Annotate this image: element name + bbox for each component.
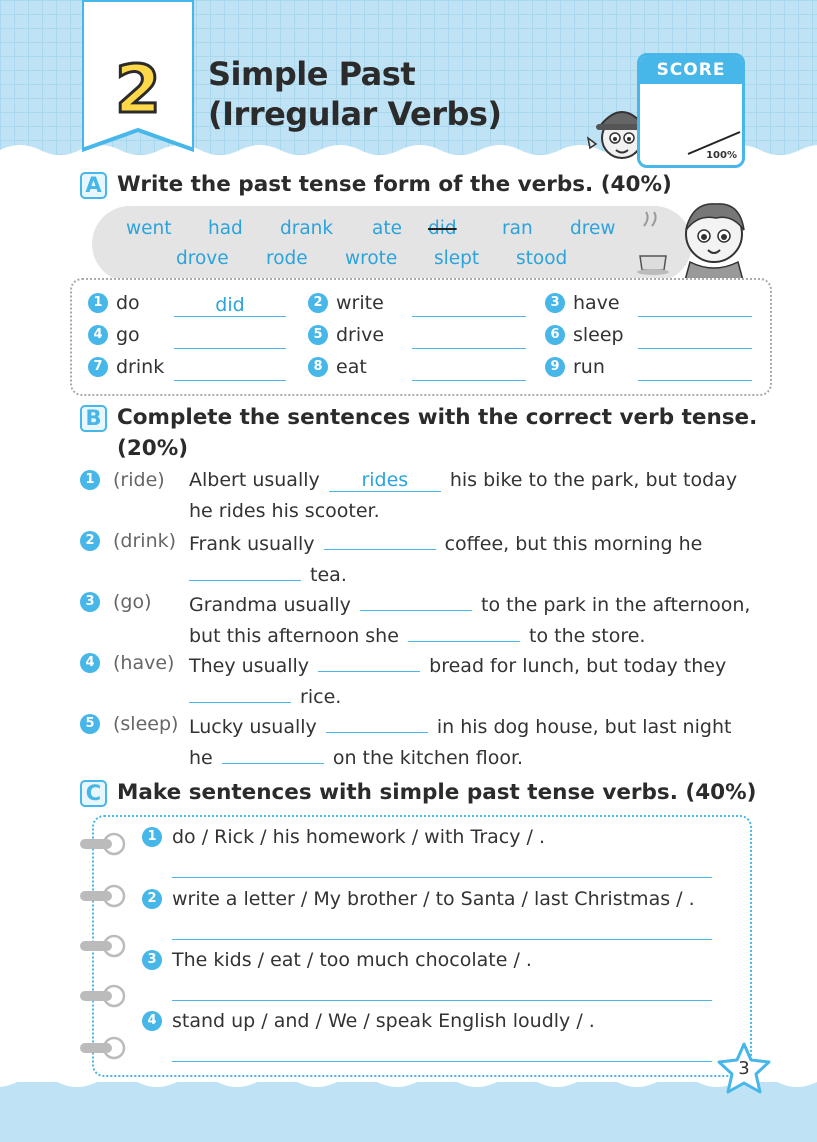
sentence-line xyxy=(189,465,737,496)
item-number-badge: 2 xyxy=(142,889,162,909)
section-a-title: Write the past tense form of the verbs. (40%) xyxy=(117,172,672,197)
score-label: SCORE xyxy=(640,56,742,84)
word-bank-item-used: did xyxy=(428,218,457,239)
exercise-b-item xyxy=(80,648,760,710)
item-number-badge: 5 xyxy=(80,714,100,734)
exercise-a-item xyxy=(88,292,140,314)
exercise-a-item xyxy=(308,324,384,346)
unit-title-line2: (Irregular Verbs) xyxy=(208,95,502,133)
verb-hint: (go) xyxy=(113,591,152,613)
sentence-line xyxy=(189,648,726,682)
section-c-title: Make sentences with simple past tense verbs. (40%) xyxy=(117,780,757,805)
exercise-b-item xyxy=(80,465,760,527)
exercise-c-item xyxy=(142,949,532,971)
exercise-c-item xyxy=(142,1010,595,1032)
word-bank-item: drove xyxy=(176,248,229,269)
answer-blank[interactable] xyxy=(174,325,286,349)
word-bank xyxy=(92,206,692,282)
notebook-ring xyxy=(78,934,126,958)
scrambled-prompt: The kids / eat / too much chocolate / . xyxy=(172,949,532,971)
exercise-b-item xyxy=(80,587,760,649)
word-bank-item: stood xyxy=(516,248,568,269)
exercise-a-item xyxy=(545,324,624,346)
item-number-badge: 8 xyxy=(308,357,328,377)
answer-line[interactable] xyxy=(172,1061,712,1062)
section-b-title-line1: Complete the sentences with the correct verb tense. xyxy=(117,405,758,430)
answer-blank[interactable] xyxy=(638,325,752,349)
word-bank-item: slept xyxy=(434,248,480,269)
item-number-badge: 4 xyxy=(80,653,100,673)
section-b-title-line2: (20%) xyxy=(117,436,189,461)
word-bank-item: went xyxy=(126,218,172,239)
sentence-line xyxy=(189,679,341,713)
sentence-line xyxy=(189,618,645,652)
word-bank-item: ran xyxy=(502,218,533,239)
base-verb: have xyxy=(573,292,620,314)
verb-hint: (sleep) xyxy=(113,713,179,735)
sentence-text: his bike to the park, but today xyxy=(449,469,738,491)
sentence-line xyxy=(189,526,702,560)
sentence-text: to the park in the afternoon, xyxy=(481,594,751,616)
word-bank-item: drew xyxy=(570,218,616,239)
item-number-badge: 7 xyxy=(88,357,108,377)
exercise-b-item xyxy=(80,709,760,771)
unit-number: 2 xyxy=(115,51,161,128)
exercise-c-item xyxy=(142,826,545,848)
sentence-text: to the store. xyxy=(529,625,646,647)
answer-blank[interactable] xyxy=(408,618,520,642)
base-verb: write xyxy=(336,292,384,314)
sentence-line xyxy=(189,709,731,743)
answer-blank[interactable] xyxy=(638,357,752,381)
answer-blank[interactable]: rides xyxy=(329,468,441,492)
exercise-b-item xyxy=(80,526,760,588)
answer-blank[interactable] xyxy=(638,293,752,317)
exercise-a-item xyxy=(308,356,367,378)
sentence-text: he rides his scooter. xyxy=(189,500,380,522)
base-verb: eat xyxy=(336,356,367,378)
item-number-badge: 1 xyxy=(88,293,108,313)
answer-blank[interactable] xyxy=(412,357,526,381)
sentence-text: rice. xyxy=(300,686,342,708)
answer-blank[interactable] xyxy=(189,679,291,703)
item-number-badge: 2 xyxy=(308,293,328,313)
answer-blank[interactable] xyxy=(360,587,472,611)
score-box xyxy=(637,53,745,168)
sentence-line xyxy=(189,496,380,527)
answer-line[interactable] xyxy=(172,939,712,940)
item-number-badge: 1 xyxy=(80,470,100,490)
sentence-text: in his dog house, but last night xyxy=(436,716,732,738)
answer-blank[interactable] xyxy=(412,325,526,349)
section-c-header xyxy=(80,780,757,808)
unit-title xyxy=(208,54,502,134)
section-b-header xyxy=(80,405,757,464)
sentence-text: Frank usually xyxy=(189,533,315,555)
item-number-badge: 3 xyxy=(80,592,100,612)
notebook-ring xyxy=(78,1036,126,1060)
section-c-notebook xyxy=(92,815,752,1077)
item-number-badge: 5 xyxy=(308,325,328,345)
base-verb: drive xyxy=(336,324,385,346)
verb-hint: (ride) xyxy=(113,469,165,491)
scrambled-prompt: stand up / and / We / speak English loudly / . xyxy=(172,1010,595,1032)
sentence-text: tea. xyxy=(310,564,347,586)
answer-blank[interactable] xyxy=(189,557,301,581)
item-number-badge: 4 xyxy=(142,1011,162,1031)
answer-line[interactable] xyxy=(172,877,712,878)
item-number-badge: 9 xyxy=(545,357,565,377)
item-number-badge: 3 xyxy=(545,293,565,313)
answer-blank[interactable] xyxy=(326,709,428,733)
notebook-ring xyxy=(78,832,126,856)
item-number-badge: 4 xyxy=(88,325,108,345)
verb-hint: (drink) xyxy=(113,530,177,552)
exercise-c-item xyxy=(142,888,695,910)
sentence-text: They usually xyxy=(189,655,310,677)
answer-line[interactable] xyxy=(172,1000,712,1001)
unit-title-line1: Simple Past xyxy=(208,55,416,93)
sentence-line xyxy=(189,557,347,591)
section-a-letter: A xyxy=(80,172,107,199)
answer-blank[interactable] xyxy=(222,740,324,764)
base-verb: drink xyxy=(116,356,165,378)
base-verb: run xyxy=(573,356,605,378)
sentence-text: he xyxy=(189,747,213,769)
base-verb: go xyxy=(116,324,140,346)
item-number-badge: 3 xyxy=(142,950,162,970)
sentence-text: Albert usually xyxy=(189,469,320,491)
section-c-letter: C xyxy=(80,780,107,807)
unit-banner xyxy=(82,0,194,156)
girl-character-illustration xyxy=(636,196,772,284)
exercise-a-item xyxy=(88,324,140,346)
exercise-a-item xyxy=(545,356,605,378)
verb-hint: (have) xyxy=(113,652,175,674)
base-verb: do xyxy=(116,292,140,314)
base-verb: sleep xyxy=(573,324,624,346)
answer-blank[interactable]: did xyxy=(174,293,286,317)
scrambled-prompt: do / Rick / his homework / with Tracy / . xyxy=(172,826,545,848)
sentence-text: bread for lunch, but today they xyxy=(429,655,727,677)
sentence-text: Grandma usually xyxy=(189,594,351,616)
sentence-line xyxy=(189,587,750,621)
answer-blank[interactable] xyxy=(318,648,420,672)
sentence-text: on the kitchen floor. xyxy=(332,747,524,769)
answer-blank[interactable] xyxy=(174,357,286,381)
word-bank-item: rode xyxy=(266,248,308,269)
notebook-ring xyxy=(78,984,126,1008)
item-number-badge: 2 xyxy=(80,531,100,551)
item-number-badge: 6 xyxy=(545,325,565,345)
sentence-text: but this afternoon she xyxy=(189,625,399,647)
sentence-line xyxy=(189,740,523,774)
word-bank-item: had xyxy=(208,218,243,239)
page-number: 3 xyxy=(738,1058,750,1079)
section-b-letter: B xyxy=(80,405,107,432)
item-number-badge: 1 xyxy=(142,827,162,847)
exercise-a-item xyxy=(308,292,384,314)
exercise-a-item xyxy=(545,292,620,314)
word-bank-item: drank xyxy=(280,218,334,239)
notebook-ring xyxy=(78,884,126,908)
word-bank-item: wrote xyxy=(345,248,398,269)
answer-blank[interactable] xyxy=(324,526,436,550)
sentence-text: Lucky usually xyxy=(189,716,317,738)
score-percent: 100% xyxy=(706,150,737,161)
answer-blank[interactable] xyxy=(412,293,526,317)
word-bank-item: ate xyxy=(372,218,402,239)
scrambled-prompt: write a letter / My brother / to Santa / last Christmas / . xyxy=(172,888,695,910)
exercise-a-item xyxy=(88,356,164,378)
section-a-header xyxy=(80,172,672,200)
sentence-text: coffee, but this morning he xyxy=(444,533,703,555)
